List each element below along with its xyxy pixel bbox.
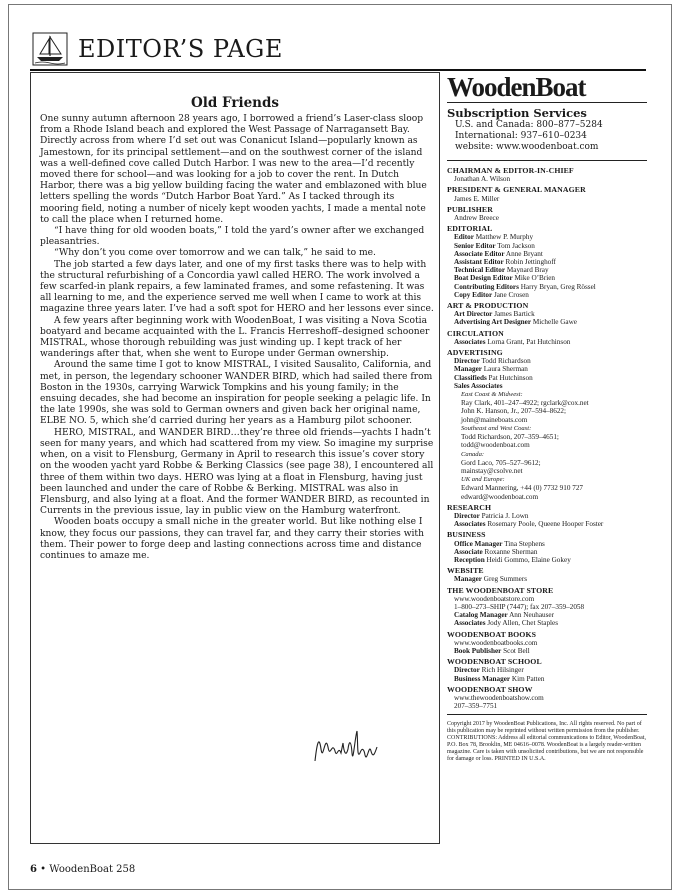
- masthead-line: [447, 382, 647, 390]
- copyright-notice: Copyright 2017 by WoodenBoat Publications, Inc. All rights reserved. No part of this publication may be reprinted without written permission from the publisher. CONTRIBUTIONS: Address all editorial communications to Editor, WoodenBoat, P.O. Box 78, Brooklin, ME 04616–0078. WoodenBoat is a largely reader-written magazine. Care is taken with unsolicited contributions, but we are not responsible for damage or loss. PRINTED IN U.S.A.: [447, 721, 646, 763]
- issue-label: WoodenBoat 258: [49, 864, 136, 875]
- sales-region: [447, 475, 647, 484]
- masthead-role: Book Publisher: [454, 646, 502, 655]
- brand-logo: WoodenBoat: [447, 72, 647, 103]
- masthead-line: [447, 575, 647, 583]
- masthead-role: Associate: [454, 547, 483, 556]
- masthead-role: Art Director: [454, 310, 493, 319]
- page-number: 6: [30, 864, 37, 875]
- masthead-section: [447, 504, 647, 529]
- masthead-name: Andrew Breece: [454, 214, 499, 223]
- masthead-heading: WEBSITE: [447, 566, 484, 576]
- sales-contact-line: john@maineboats.com: [461, 415, 528, 424]
- footer-separator: •: [40, 864, 47, 875]
- article-paragraph: HERO, MISTRAL, and WANDER BIRD…they’re three old friends—yachts I hadn’t seen for many years, and which had scattered from my view. So imagine my surprise when, on a visit to Flensburg, Germany in April to research this issue’s cover story on the wooden yacht yard Robbe & Berking Classics (see page 38), I encountered all three of them within two days. HERO was lying at a float in Flensburg, having just been launched and under the care of Robbe & Berking. MISTRAL was also in Flensburg, and also lying at a float. And the former WANDER BIRD, as recounted in Currents in the previous issue, lay in public view on the Hamburg waterfront.: [40, 427, 434, 517]
- masthead-name: Scot Bell: [503, 646, 530, 655]
- masthead-line: [447, 242, 647, 250]
- masthead-line: [447, 258, 647, 266]
- masthead-role: Classifieds: [454, 373, 487, 382]
- masthead-name: Mike O’Brien: [514, 274, 556, 283]
- masthead-role: Advertising Art Designer: [454, 318, 532, 327]
- masthead-section: [447, 587, 647, 628]
- sales-contact-line: edward@woodenboat.com: [461, 492, 539, 501]
- masthead-section: [447, 631, 647, 656]
- article-paragraph: “Why don’t you come over tomorrow and we can talk,” he said to me.: [54, 248, 376, 259]
- sales-region-label: East Coast & Midwest:: [461, 391, 523, 399]
- masthead-line: [447, 619, 647, 627]
- masthead-line: [447, 666, 647, 674]
- masthead-name: Rosemary Poole, Queene Hooper Foster: [487, 520, 604, 529]
- masthead-name: Roxanne Sherman: [484, 547, 538, 556]
- masthead-role: Senior Editor: [454, 241, 496, 250]
- masthead-name: Tom Jackson: [497, 241, 535, 250]
- masthead-role: Contributing Editors: [454, 282, 519, 291]
- masthead-line: [447, 338, 647, 346]
- masthead-name: Patricia J. Lown: [481, 511, 529, 520]
- masthead-line: [447, 595, 647, 603]
- sales-region: [447, 424, 647, 433]
- masthead-role: Reception: [454, 555, 485, 564]
- masthead-name: Pat Hutchinson: [488, 373, 533, 382]
- masthead-name[interactable]: www.thewoodenboatshow.com: [454, 693, 544, 702]
- masthead-name: 1–800–273–SHIP (7447); fax 207–359–2058: [454, 602, 585, 611]
- subscription-line: U.S. and Canada: 800–877–5284: [455, 120, 603, 130]
- masthead-line: [447, 250, 647, 258]
- masthead-role: Manager: [454, 575, 482, 584]
- masthead-heading: CHAIRMAN & EDITOR-IN-CHIEF: [447, 166, 574, 175]
- masthead-heading: WOODENBOAT SHOW: [447, 684, 533, 694]
- masthead-name: Jane Crosen: [493, 290, 529, 299]
- masthead-role: Manager: [454, 365, 482, 374]
- masthead-name[interactable]: www.woodenboatbooks.com: [454, 638, 538, 647]
- masthead-role: Technical Editor: [454, 266, 506, 275]
- masthead-line: [447, 291, 647, 299]
- masthead-heading: RESEARCH: [447, 502, 492, 512]
- masthead-heading: ART & PRODUCTION: [447, 301, 529, 311]
- masthead-line: [447, 556, 647, 564]
- sales-contact-line: John K. Hanson, Jr., 207–594–8622;: [461, 407, 567, 416]
- sidebar-rule: [447, 714, 647, 715]
- masthead-role: Business Manager: [454, 674, 511, 683]
- masthead-role: Director: [454, 666, 480, 675]
- masthead-name: Robin Jettinghoff: [505, 258, 556, 267]
- sales-contact-line: Edward Mannering, +44 (0) 7732 910 727: [461, 484, 584, 493]
- masthead-line: [447, 214, 647, 222]
- sales-contact-line: Ray Clark, 401–247–4922; rgclark@cox.net: [461, 399, 589, 408]
- masthead-name: Anne Bryant: [505, 249, 543, 258]
- sales-contact-line: todd@woodenboat.com: [461, 441, 530, 450]
- page-title: EDITOR’S PAGE: [78, 35, 283, 63]
- masthead-role: Boat Design Editor: [454, 274, 513, 283]
- subscription-title: Subscription Services: [447, 106, 587, 120]
- page-header: [30, 32, 646, 68]
- masthead-section: [447, 186, 647, 202]
- masthead-section: [447, 567, 647, 583]
- masthead-name: Rich Hilsinger: [481, 666, 524, 675]
- masthead-line: [447, 195, 647, 203]
- masthead-name: Jody Allen, Chet Staples: [487, 619, 559, 628]
- masthead-role: Assistant Editor: [454, 258, 504, 267]
- article-paragraph: “I have thing for old wooden boats,” I told the yard’s owner after we exchanged pleasantries.: [40, 226, 425, 248]
- sales-region-label: Southeast and West Coast:: [461, 424, 532, 432]
- masthead-line: [447, 365, 647, 373]
- masthead-line: [447, 520, 647, 528]
- sales-region-label: UK and Europe:: [461, 476, 505, 484]
- masthead-heading: THE WOODENBOAT STORE: [447, 585, 554, 595]
- header-rule: [30, 69, 646, 71]
- masthead-name: Lorna Grant, Pat Hutchinson: [487, 337, 571, 346]
- masthead-line: [447, 310, 647, 318]
- masthead-name: Greg Summers: [483, 575, 528, 584]
- masthead-name: Harry Bryan, Greg Rössel: [520, 282, 596, 291]
- masthead-section: [447, 330, 647, 346]
- masthead-section: [447, 206, 647, 222]
- masthead-line: [447, 175, 647, 183]
- masthead-line: [447, 694, 647, 702]
- masthead-heading: PRESIDENT & GENERAL MANAGER: [447, 185, 586, 195]
- masthead-line: [447, 512, 647, 520]
- masthead-line: [447, 675, 647, 683]
- masthead-role: Associates: [454, 520, 486, 529]
- masthead-role: Director: [454, 357, 480, 366]
- masthead-name: Jonathan A. Wilson: [454, 175, 511, 184]
- editorial-box: [30, 72, 440, 844]
- masthead-line: [447, 266, 647, 274]
- masthead-role: Director: [454, 511, 480, 520]
- masthead-role: Editor: [454, 233, 474, 242]
- masthead-name[interactable]: www.woodenboatstore.com: [454, 594, 535, 603]
- masthead-role: Associates: [454, 337, 486, 346]
- masthead-line: [447, 603, 647, 611]
- article-body: [40, 114, 434, 562]
- masthead-line: [447, 639, 647, 647]
- masthead-sidebar: [447, 72, 647, 844]
- masthead-line: [447, 548, 647, 556]
- masthead-heading: WOODENBOAT BOOKS: [447, 629, 537, 639]
- masthead-line: [447, 318, 647, 326]
- masthead-role: Sales Associates: [454, 381, 503, 390]
- masthead-line: [447, 702, 647, 710]
- masthead-section: [447, 686, 647, 711]
- sales-contact-line: Gord Laco, 705–527–9612;: [461, 458, 541, 467]
- masthead-section: [447, 225, 647, 299]
- article-paragraph: Wooden boats occupy a small niche in the greater world. But like nothing else I know, they focus our passions, they can travel far, and they carry their stories with them. Their power to forge deep and lasting connections across time and distance continues to amaze me.: [40, 517, 424, 561]
- sales-contact-line: Todd Richardson, 207–359–4651;: [461, 433, 559, 442]
- masthead-name: James E. Miller: [454, 194, 500, 203]
- masthead-role: Associates: [454, 619, 486, 628]
- masthead-name: Matthew P. Murphy: [475, 233, 534, 242]
- page-footer: [30, 864, 135, 875]
- masthead-role: Copy Editor: [454, 290, 493, 299]
- sales-region: [447, 390, 647, 399]
- subscription-website[interactable]: website: www.woodenboat.com: [455, 142, 599, 152]
- masthead-list: [447, 167, 647, 710]
- masthead-heading: ADVERTISING: [447, 348, 503, 358]
- masthead-name: Ann Neuhauser: [509, 611, 555, 620]
- editor-signature: [311, 723, 391, 773]
- masthead-name: Heidi Gommo, Elaine Gokey: [486, 555, 571, 564]
- masthead-line: [447, 274, 647, 282]
- masthead-name: Laura Sherman: [483, 365, 528, 374]
- masthead-name: 207–359–7751: [454, 702, 498, 711]
- sales-region-label: Canada:: [461, 450, 485, 458]
- masthead-role: Catalog Manager: [454, 611, 508, 620]
- article-paragraph: A few years after beginning work with WoodenBoat, I was visiting a Nova Scotia boatyard and became acquainted with the L. Francis Herreshoff–designed schooner MISTRAL, whose thorough rebuilding was just winding up. I kept track of her wanderings after that, when she went to Europe under German ownership.: [40, 315, 430, 360]
- masthead-heading: BUSINESS: [447, 530, 486, 540]
- masthead-line: [447, 233, 647, 241]
- masthead-name: Michelle Gawe: [532, 318, 577, 327]
- masthead-heading: PUBLISHER: [447, 204, 493, 214]
- article-title: Old Friends: [190, 95, 280, 111]
- masthead-name: Todd Richardson: [481, 357, 531, 366]
- masthead-heading: EDITORIAL: [447, 224, 493, 234]
- masthead-section: [447, 531, 647, 564]
- masthead-line: [447, 611, 647, 619]
- masthead-section: [447, 302, 647, 327]
- masthead-section: [447, 658, 647, 683]
- masthead-line: [447, 374, 647, 382]
- masthead-line: [447, 283, 647, 291]
- masthead-name: James Bartick: [494, 310, 535, 319]
- masthead-role: Associate Editor: [454, 249, 505, 258]
- article-paragraph: Around the same time I got to know MISTRAL, I visited Sausalito, California, and met, in person, the legendary schooner WANDER BIRD, which had sailed there from Boston in the 1930s, carrying Warwick Tompkins and his young family; in the ensuing decades, she had become an inspiration for people seeking a pelagic life. In the late 1990s, she was sold to German owners and given back her original name, ELBE NO. 5, which she’d carried during her years as a Hamburg pilot schooner.: [40, 360, 433, 427]
- masthead-line: [447, 647, 647, 655]
- boat-icon: [32, 32, 68, 66]
- masthead-line: [447, 540, 647, 548]
- sales-region: [447, 450, 647, 459]
- masthead-name: Tina Stephens: [504, 539, 545, 548]
- masthead-heading: WOODENBOAT SCHOOL: [447, 657, 542, 667]
- sidebar-rule: [447, 160, 647, 161]
- masthead-name: Kim Patten: [511, 674, 545, 683]
- masthead-section: [447, 349, 647, 501]
- article-paragraph: The job started a few days later, and one of my first tasks there was to help with the structural refurbishing of a Concordia yawl called HERO. The work involved a few scarfed-in plank repairs, a few laminated frames, and some refastening. It was all learning to me, and the experience served me well when I came to work at this magazine three years later. I’ve had a soft spot for HERO and her lessons ever since.: [40, 259, 434, 315]
- masthead-role: Office Manager: [454, 539, 503, 548]
- masthead-line: [447, 357, 647, 365]
- article-paragraph: One sunny autumn afternoon 28 years ago, I borrowed a friend’s Laser-class sloop from a Rhode Island beach and explored the West Passage of Narragansett Bay. Directly across from where I’d set out was Conanicut Island—popularly known as Jamestown, for its principal settlement—and on the southwest corner of the island was a well-defined cove called Dutch Harbor. I was new to the area—I’d recently moved there for school—and was looking for a job to cover the rent. In Dutch Harbor, there was a big yellow building facing the water and emblazoned with blue letters spelling the words “Dutch Harbor Boat Yard.” As I tacked through its mooring field, noting a number of nicely kept wooden yachts, I made a mental note to call the place when I returned home.: [40, 114, 427, 225]
- masthead-name: Maynard Bray: [506, 266, 549, 275]
- sales-contact-line: mainstay@csolve.net: [461, 466, 523, 475]
- subscription-line: International: 937–610–0234: [455, 131, 587, 141]
- masthead-section: [447, 167, 647, 183]
- masthead-heading: CIRCULATION: [447, 328, 504, 338]
